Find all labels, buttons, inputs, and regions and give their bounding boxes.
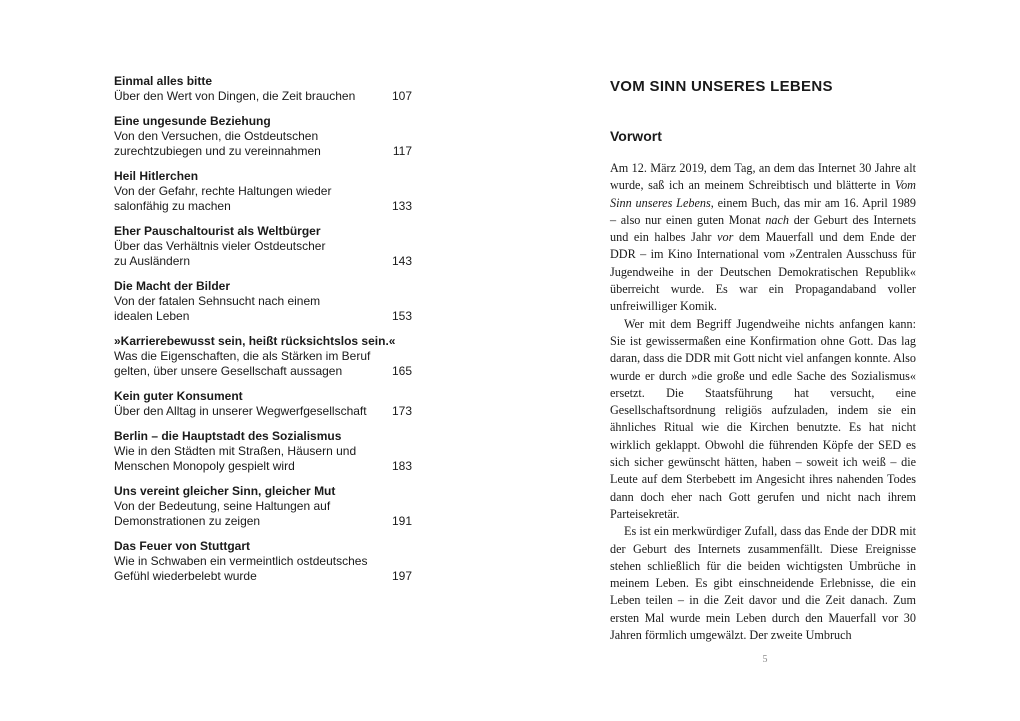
toc-entry-subtitle: gelten, über unsere Gesellschaft aussagen [114,364,343,378]
toc-entry-subtitle: Von den Versuchen, die Ostdeutschen [114,129,319,143]
toc-entry-lastline [114,254,412,269]
text-run: Wer mit dem Begriff Jugendweihe nichts anfangen kann: Sie ist gewissermaßen eine Konfirmation ohne Gott. Das lag daran, dass die DDR mit Gott nicht viel anfangen konnte. Also wurde er durch »die große und edle Sache des Sozialismus« ersetzt. Die Staatsführung hat versucht, eine Gesellschaftsordnung religiös aufzuladen, indem sie ein ähnliches Ritual wie die Kirchen benutzte. Es hat nicht wirklich geklappt. Obwohl die führenden Köpfe der SED es sich sicher gewünscht hätten, haben – soweit ich weiß – die Leute auf dem Sterbebett im Angesicht ihres nahenden Todes dann doch eher nach Gott gerufen und nicht nach ihrem Parteisekretär. [610,316,916,521]
toc-entry [114,539,412,584]
toc-page-number: 133 [391,199,412,213]
toc-entry-title: »Karrierebewusst sein, heißt rücksichtslos sein.« [114,334,396,348]
toc-entry [114,169,412,214]
toc-entry-subtitle: Über den Alltag in unserer Wegwerfgesellschaft [114,404,367,418]
toc-entry-title: Einmal alles bitte [114,74,213,88]
toc-entry [114,74,412,104]
toc-entry-lastline [114,144,412,159]
toc-entry-subtitle: Wie in den Städten mit Straßen, Häusern und [114,444,357,458]
text-run: Es ist ein merkwürdiger Zufall, dass das Ende der DDR mit der Geburt des Internets zusammenfällt. Diese Ereignisse stehen schließlich für die beiden wichtigsten Umbrüche in meinem Leben. Es gibt einschneidende Erlebnisse, die ein Leben teilen – in die Zeit davor und die Zeit danach. Zum ersten Mal wurde mein Leben durch den Mauerfall vor 30 Jahren förmlich umgewälzt. Der zweite Umbruch [610,524,916,643]
toc-entry-lastline [114,364,412,379]
toc-entry-lastline [114,199,412,214]
toc-entry-subtitle: Demonstrationen zu zeigen [114,514,261,528]
toc-entry-lastline [114,514,412,529]
toc-entry [114,114,412,159]
toc-entry-subtitle: Über den Wert von Dingen, die Zeit brauchen [114,89,356,103]
page-number: 5 [762,654,768,665]
italic-text: nach [765,212,790,227]
toc-entry-lastline [114,459,412,474]
toc-page-number: 107 [391,89,412,103]
text-run: dem Mauerfall und dem Ende der DDR – im Kino International vom »Zentralen Ausschuss für Jugendweihe in der Deutschen Demokratischen Republik« überreicht wurde. Es war ein Propagandaband voller unfreiwilliger Komik. [610,230,916,314]
toc-entry-lastline [114,309,412,324]
text-run: der Geburt des Internets und ein halbes Jahr [610,212,916,245]
toc-entry-subtitle: salonfähig zu machen [114,199,231,213]
toc-entry-title: Eine ungesunde Beziehung [114,114,271,128]
paragraph [610,523,916,644]
toc-entry [114,389,412,419]
toc-entry-title: Berlin – die Hauptstadt des Sozialismus [114,429,342,443]
right-page [510,0,1020,721]
toc-page-number: 143 [391,254,412,268]
toc-entry-subtitle: Von der Gefahr, rechte Haltungen wieder [114,184,332,198]
toc-entry-lastline [114,404,412,419]
toc-entry [114,334,412,379]
toc-entry-subtitle: Von der Bedeutung, seine Haltungen auf [114,499,331,513]
toc-page-number: 183 [391,459,412,473]
toc-page-number: 173 [391,404,412,418]
toc-entry-title: Heil Hitlerchen [114,169,199,183]
text-run: Am 12. März 2019, dem Tag, an dem das Internet 30 Jahre alt wurde, saß ich an meinem Schreibtisch und blätterte in [610,161,916,193]
toc-entry-title: Kein guter Konsument [114,389,243,403]
toc-entry-subtitle: Wie in Schwaben ein vermeintlich ostdeutsches [114,554,368,568]
toc-entry-subtitle: Menschen Monopoly gespielt wird [114,459,295,473]
toc-page-number: 165 [391,364,412,378]
toc-entry-subtitle: idealen Leben [114,309,190,323]
italic-text: Vom Sinn unseres Lebens [610,178,916,210]
toc-entry-subtitle: zurechtzubiegen und zu vereinnahmen [114,144,321,158]
toc-entry-title: Die Macht der Bilder [114,279,231,293]
toc-page-number: 153 [391,309,412,323]
toc-entry-lastline [114,89,412,104]
body-text [610,160,916,644]
italic-text: vor [717,230,734,245]
text-run: , einem Buch, das mir am 16. April 1989 – also nur einen guten Monat [610,195,916,227]
chapter-title: VOM SINN UNSERES LEBENS [610,78,833,95]
toc-entry [114,429,412,474]
toc-entry-title: Eher Pauschaltourist als Weltbürger [114,224,321,238]
toc-page-number: 191 [391,514,412,528]
toc-entry-title: Das Feuer von Stuttgart [114,539,251,553]
paragraph [610,160,916,316]
toc-entry [114,224,412,269]
toc-page-number: 117 [392,144,412,158]
toc-entry-lastline [114,569,412,584]
toc-entry-subtitle: Gefühl wiederbelebt wurde [114,569,257,583]
table-of-contents [114,74,412,594]
toc-entry-subtitle: Was die Eigenschaften, die als Stärken im Beruf [114,349,371,363]
toc-entry-subtitle: Von der fatalen Sehnsucht nach einem [114,294,321,308]
toc-page-number: 197 [391,569,412,583]
toc-entry-title: Uns vereint gleicher Sinn, gleicher Mut [114,484,336,498]
section-title: Vorwort [610,128,662,144]
toc-entry-subtitle: zu Ausländern [114,254,191,268]
toc-entry [114,484,412,529]
toc-entry [114,279,412,324]
toc-entry-subtitle: Über das Verhältnis vieler Ostdeutscher [114,239,326,253]
paragraph [610,316,916,524]
